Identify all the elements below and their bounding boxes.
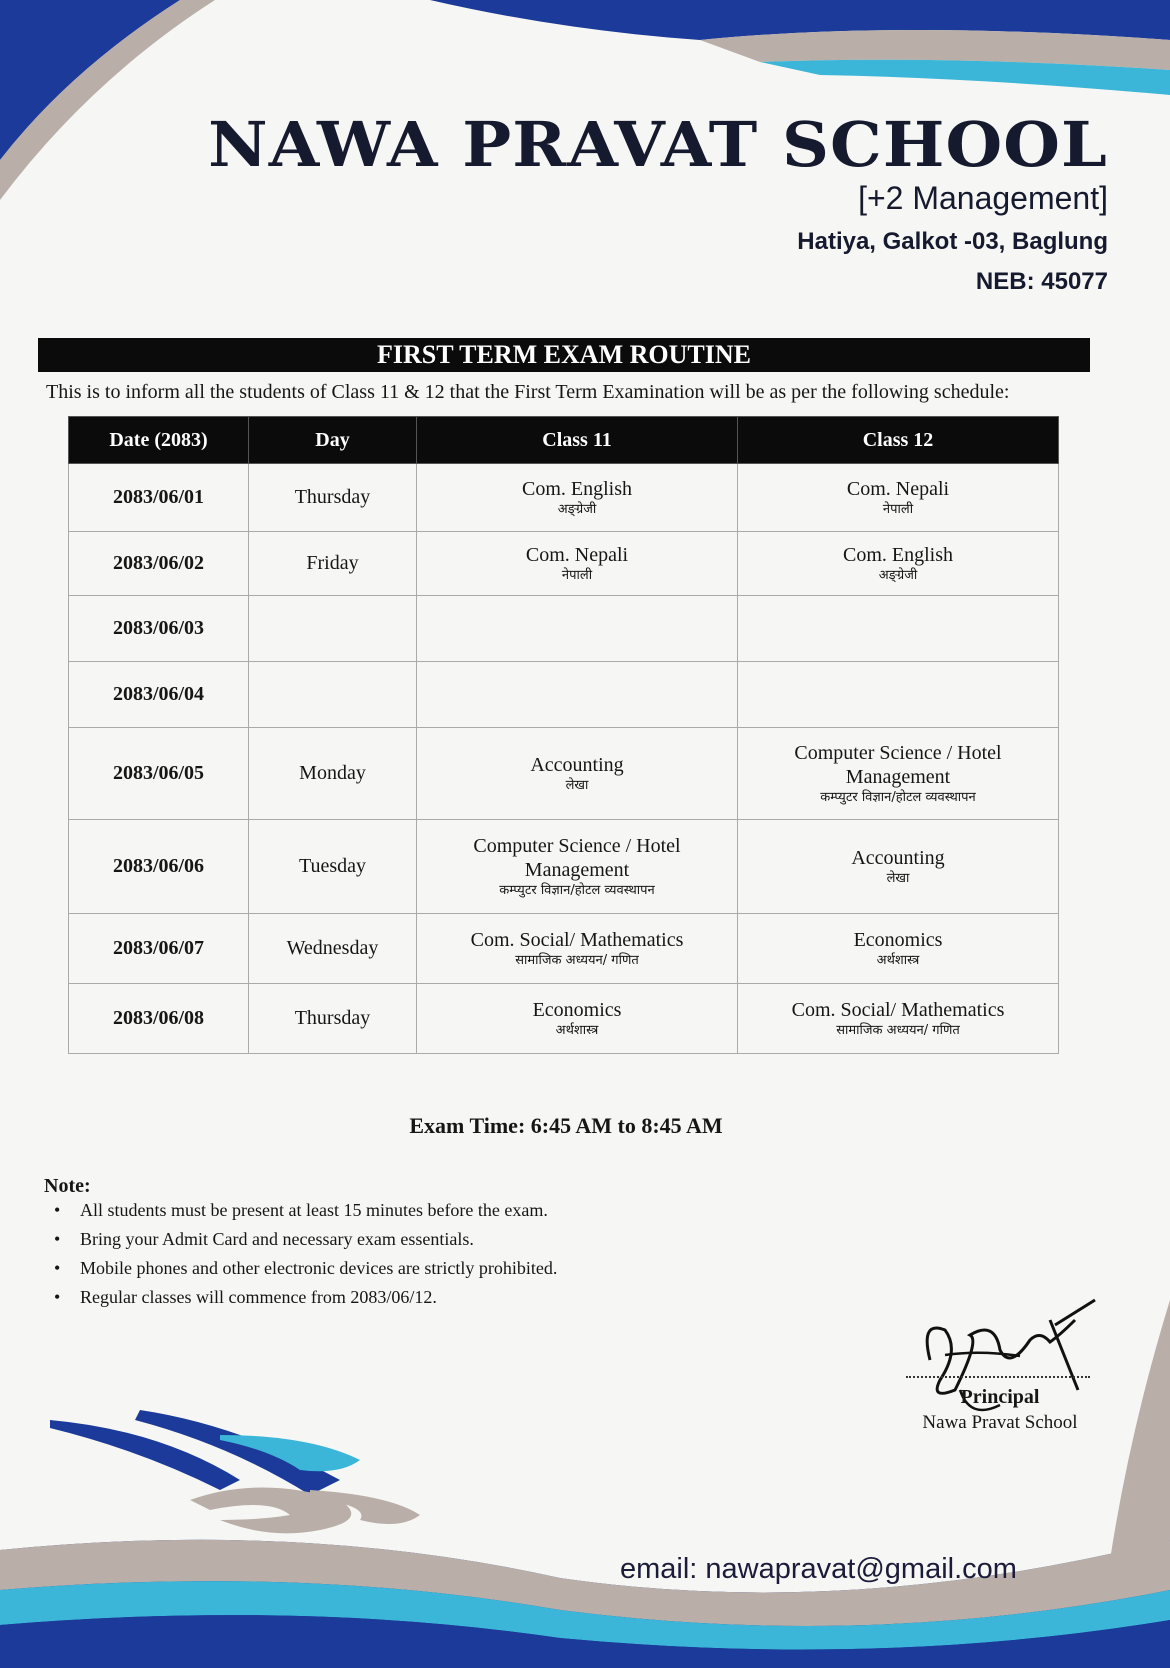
subject-name-nepali: सामाजिक अध्ययन/ गणित <box>836 1022 960 1038</box>
signatory-school: Nawa Pravat School <box>922 1412 1078 1433</box>
class-11-subject <box>417 914 738 984</box>
subject-name: Accounting <box>851 846 945 869</box>
table-row <box>69 596 1059 662</box>
class-11-subject <box>417 662 738 728</box>
exam-date: 2083/06/04 <box>69 662 249 728</box>
footer-email: email: nawapravat@gmail.com <box>620 1553 1017 1585</box>
subject-name: Com. Nepali <box>846 477 950 500</box>
class-11-subject <box>417 596 738 662</box>
subject-name: Computer Science / Hotel Management <box>794 741 1002 788</box>
column-header-class-11: Class 11 <box>417 417 738 464</box>
note-item: • Mobile phones and other electronic devices are strictly prohibited. <box>54 1254 557 1283</box>
table-row <box>69 728 1059 820</box>
subject-name: Com. English <box>521 477 632 500</box>
subject-name: Com. Social/ Mathematics <box>470 928 684 951</box>
exam-date: 2083/06/01 <box>69 464 249 532</box>
exam-date: 2083/06/03 <box>69 596 249 662</box>
exam-day <box>249 596 417 662</box>
school-name: NAWA PRAVAT SCHOOL <box>208 108 1108 181</box>
routine-intro: This is to inform all the students of Class 11 & 12 that the First Term Examination will be as per the following schedule: <box>46 381 1010 403</box>
exam-day <box>249 662 417 728</box>
table-row <box>69 532 1059 596</box>
subject-name: Economics <box>853 928 943 951</box>
subject-name-nepali: अङ्ग्रेजी <box>878 567 918 583</box>
note-title: Note: <box>44 1175 91 1197</box>
table-row <box>69 984 1059 1054</box>
exam-day: Monday <box>249 728 417 820</box>
exam-day: Friday <box>249 532 417 596</box>
table-header-row <box>69 417 1059 464</box>
subject-name: Economics <box>532 998 622 1021</box>
subject-name: Com. Social/ Mathematics <box>791 998 1005 1021</box>
school-logo-mark <box>40 1380 440 1540</box>
subject-name-nepali: नेपाली <box>561 567 593 583</box>
table-row <box>69 662 1059 728</box>
class-11-subject <box>417 984 738 1054</box>
signature-line <box>906 1376 1090 1378</box>
class-11-subject <box>417 464 738 532</box>
subject-name-nepali: लेखा <box>886 870 910 886</box>
exam-time: Exam Time: 6:45 AM to 8:45 AM <box>409 1113 723 1138</box>
column-header-date: Date (2083) <box>69 417 249 464</box>
exam-day: Thursday <box>249 464 417 532</box>
class-11-subject <box>417 532 738 596</box>
class-11-subject <box>417 820 738 914</box>
exam-date: 2083/06/07 <box>69 914 249 984</box>
note-item: • Regular classes will commence from 2083/06/12. <box>54 1283 557 1312</box>
exam-date: 2083/06/05 <box>69 728 249 820</box>
note-item: • Bring your Admit Card and necessary exam essentials. <box>54 1225 557 1254</box>
class-12-subject <box>738 820 1059 914</box>
notes-list <box>54 1196 557 1312</box>
class-12-subject <box>738 984 1059 1054</box>
table-row <box>69 464 1059 532</box>
table-row <box>69 914 1059 984</box>
subject-name-nepali: अर्थशास्त्र <box>555 1022 599 1038</box>
table-body <box>69 464 1059 1054</box>
class-12-subject <box>738 464 1059 532</box>
exam-day: Tuesday <box>249 820 417 914</box>
subject-name-nepali: कम्प्युटर विज्ञान/होटल व्यवस्थापन <box>820 789 976 805</box>
signatory-role: Principal <box>960 1386 1040 1408</box>
subject-name: Com. English <box>842 543 953 566</box>
subject-name-nepali: सामाजिक अध्ययन/ गणित <box>515 952 639 968</box>
exam-day: Wednesday <box>249 914 417 984</box>
neb-number: NEB: 45077 <box>975 268 1108 295</box>
class-12-subject <box>738 532 1059 596</box>
routine-title: FIRST TERM EXAM ROUTINE <box>38 338 1090 372</box>
note-item: • All students must be present at least 15 minutes before the exam. <box>54 1196 557 1225</box>
column-header-day: Day <box>249 417 417 464</box>
exam-day: Thursday <box>249 984 417 1054</box>
class-12-subject <box>738 728 1059 820</box>
class-12-subject <box>738 662 1059 728</box>
subject-name: Computer Science / Hotel Management <box>473 834 681 881</box>
class-12-subject <box>738 596 1059 662</box>
exam-routine-table <box>68 416 1059 1054</box>
subject-name: Accounting <box>530 753 624 776</box>
exam-date: 2083/06/08 <box>69 984 249 1054</box>
subject-name: Com. Nepali <box>525 543 629 566</box>
class-12-subject <box>738 914 1059 984</box>
exam-date: 2083/06/06 <box>69 820 249 914</box>
exam-date: 2083/06/02 <box>69 532 249 596</box>
school-address: Hatiya, Galkot -03, Baglung <box>797 228 1108 255</box>
subject-name-nepali: अङ्ग्रेजी <box>557 501 597 517</box>
subject-name-nepali: लेखा <box>565 777 589 793</box>
table-row <box>69 820 1059 914</box>
subject-name-nepali: अर्थशास्त्र <box>876 952 920 968</box>
column-header-class-12: Class 12 <box>738 417 1059 464</box>
subject-name-nepali: नेपाली <box>882 501 914 517</box>
program-label: [+2 Management] <box>858 180 1108 216</box>
subject-name-nepali: कम्प्युटर विज्ञान/होटल व्यवस्थापन <box>499 882 655 898</box>
class-11-subject <box>417 728 738 820</box>
